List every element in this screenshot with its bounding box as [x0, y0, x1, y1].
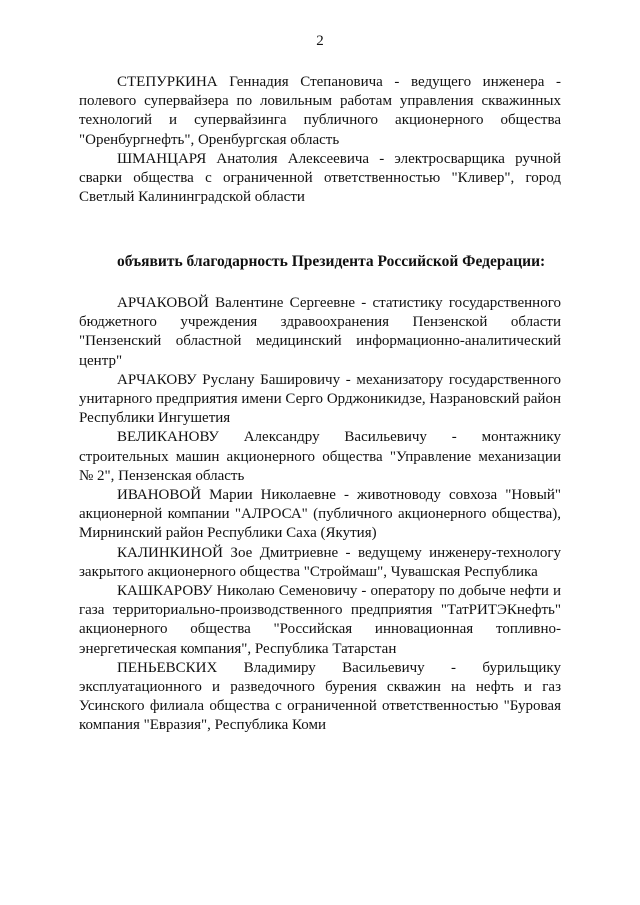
award-entry-shmantsar: ШМАНЦАРЯ Анатолия Алексеевича - электросварщика ручной сварки общества с ограниченной ответственностью "Кливер", город Светлый Калининградской области [79, 150, 561, 206]
award-entry-penevskikh: ПЕНЬЕВСКИХ Владимиру Васильевичу - бурильщику эксплуатационного и разведочного бурения скважин на нефть и газ Усинского филиала общества с ограниченной ответственностью "Буровая компания "Евразия", Республика Коми [79, 659, 561, 734]
award-entry-kalinkina: КАЛИНКИНОЙ Зое Дмитриевне - ведущему инженеру-технологу закрытого акционерного общества "Строймаш", Чувашская Республика [79, 544, 561, 580]
gratitude-list [79, 294, 561, 736]
award-entry-archakova: АРЧАКОВОЙ Валентине Сергеевне - статистику государственного бюджетного учреждения здравоохранения Пензенской области "Пензенский областной медицинский информационно-аналитический центр" [79, 295, 561, 369]
award-entry-stepurkin: СТЕПУРКИНА Геннадия Степановича - ведущего инженера - полевого супервайзера по ловильным работам управления скважинных технологий и супервайзинга публичного акционерного общества "Оренбургнефть", Оренбургская область [79, 74, 561, 148]
award-entry-kashkarov: КАШКАРОВУ Николаю Семеновичу - оператору по добыче нефти и газа территориально-производственного предприятия "ТатРИТЭКнефть" акционерного общества "Российская инновационная топливно-энергетическая компания", Республика Татарстан [79, 583, 561, 657]
award-entry-velikanov: ВЕЛИКАНОВУ Александру Васильевичу - монтажнику строительных машин акционерного общества "Управление механизации № 2", Пензенская область [79, 429, 561, 484]
continued-list [79, 73, 561, 207]
award-entry-ivanova: ИВАНОВОЙ Марии Николаевне - животноводу совхоза "Новый" акционерной компании "АЛРОСА" (публичного акционерного общества), Мирнинский район Республики Саха (Якутия) [79, 487, 561, 542]
section-heading: объявить благодарность Президента Российской Федерации: [117, 253, 546, 270]
page-number: 2 [316, 33, 324, 49]
award-entry-archakov: АРЧАКОВУ Руслану Башировичу - механизатору государственного унитарного предприятия имени Серго Орджоникидзе, Назрановский район Республики Ингушетия [79, 371, 561, 427]
